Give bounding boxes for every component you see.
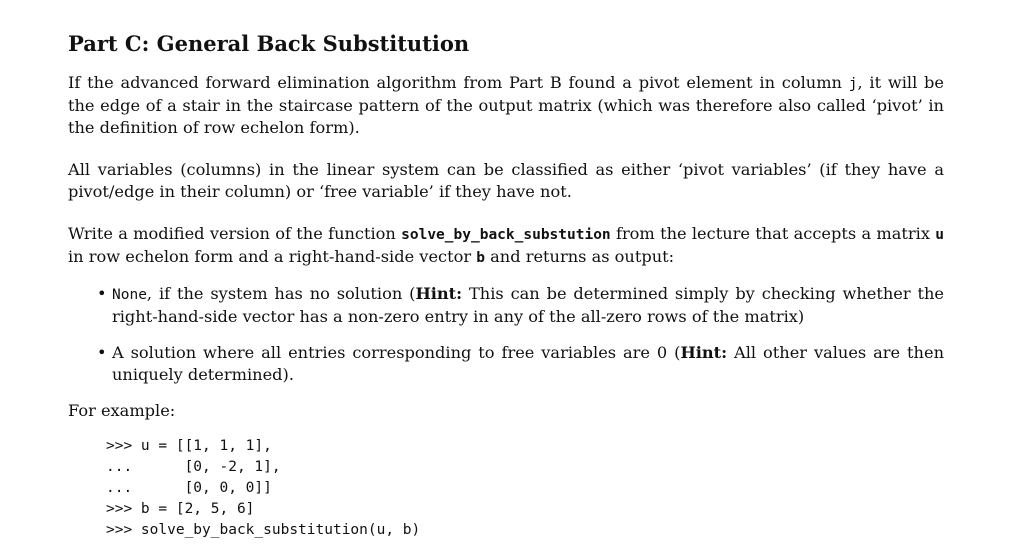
document-page xyxy=(68,30,944,541)
paragraph-text: Write a modified version of the function xyxy=(68,224,402,243)
paragraph-variable-classification: All variables (columns) in the linear system can be classified as either ‘pivot variables’ (if they have a pivot/edge in their column) or ‘free variable’ if they have not. xyxy=(68,160,944,201)
hint-label: Hint: xyxy=(680,343,728,362)
list-item-text: This can be determined simply by checking whether the right-hand-side vector has a non-zero entry in any of the all-zero rows of the matrix) xyxy=(112,284,944,326)
section-title: Part C: General Back Substitution xyxy=(68,31,470,56)
paragraph-text: from the lecture that accepts a matrix xyxy=(610,224,936,243)
inline-code-u: u xyxy=(935,227,944,243)
list-item-solution xyxy=(112,342,944,386)
code-line: ... [0, 0, 0]] xyxy=(106,480,272,496)
code-line: >>> u = [[1, 1, 1], xyxy=(106,438,272,454)
list-item-no-solution xyxy=(112,283,944,328)
output-requirements-list xyxy=(68,283,944,386)
inline-code-b: b xyxy=(476,250,485,266)
list-item-text: A solution where all entries corresponding to free variables are 0 ( xyxy=(112,343,681,362)
example-label: For example: xyxy=(68,401,176,420)
paragraph-text: , it will be the edge of a stair in the staircase pattern of the output matrix (which was therefore also called ‘pivot’ in the definition of row echelon form). xyxy=(68,73,944,137)
hint-label: Hint: xyxy=(415,284,463,303)
inline-code-j: j xyxy=(848,76,858,92)
paragraph-text: in row echelon form and a right-hand-side vector xyxy=(68,247,477,266)
paragraph-task-description xyxy=(68,223,944,269)
code-line: ... [0, -2, 1], xyxy=(106,459,281,475)
paragraph-text: and returns as output: xyxy=(484,247,675,266)
paragraph-pivot-definition xyxy=(68,72,944,139)
paragraph-text: If the advanced forward elimination algorithm from Part B found a pivot element in column xyxy=(68,73,849,92)
list-item-text: , if the system has no solution ( xyxy=(146,284,416,303)
code-example xyxy=(106,436,944,541)
inline-code-function-name: solve_by_back_substution xyxy=(401,227,611,243)
inline-code-none: None xyxy=(112,287,147,303)
code-line: >>> solve_by_back_substitution(u, b) xyxy=(106,522,421,538)
list-item-text: All other values are then uniquely determined). xyxy=(112,343,944,384)
code-line: >>> b = [2, 5, 6] xyxy=(106,501,255,517)
